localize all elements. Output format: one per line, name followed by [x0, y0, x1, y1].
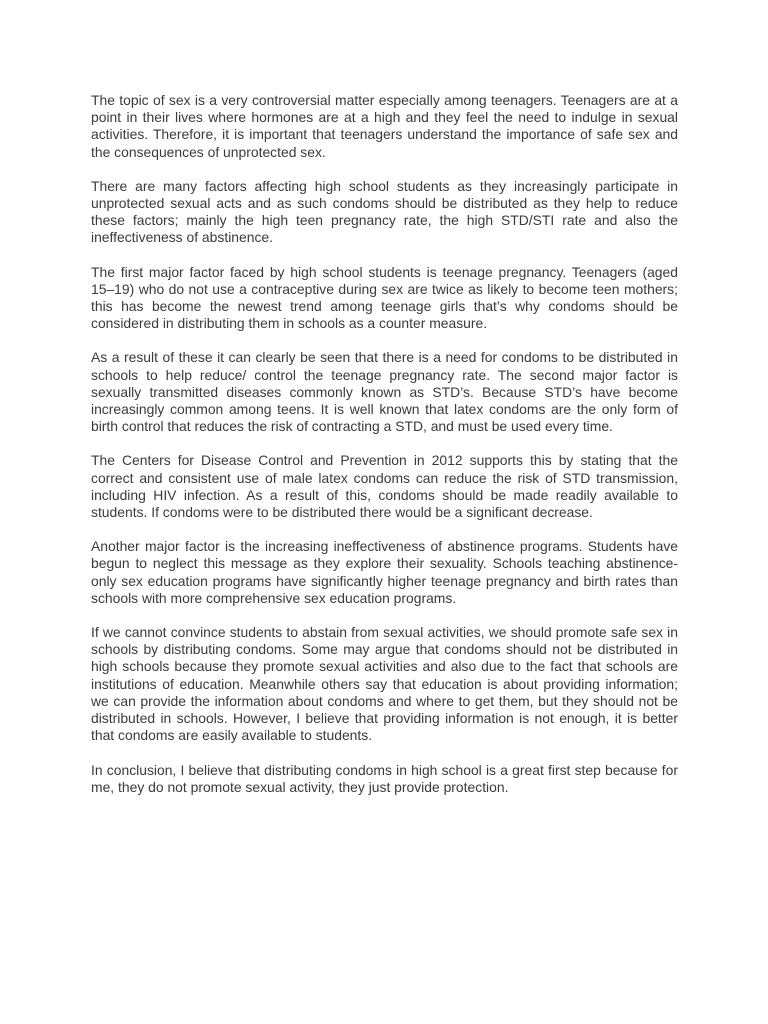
paragraph-2: There are many factors affecting high school students as they increasingly participate in unprotected sexual acts and as such condoms should be distributed as they help to reduce these factors; mainly the high teen pregnancy rate, the high STD/STI rate and also the ineffectiveness of abstinence. [91, 177, 678, 246]
paragraph-3: The first major factor faced by high school students is teenage pregnancy. Teenagers (aged 15–19) who do not use a contraceptive during sex are twice as likely to become teen mothers; this has become the newest trend among teenage girls that’s why condoms should be considered in distributing them in schools as a counter measure. [91, 263, 678, 332]
paragraph-8: In conclusion, I believe that distributing condoms in high school is a great first step because for me, they do not promote sexual activity, they just provide protection. [91, 761, 678, 795]
document-body [91, 92, 678, 796]
paragraph-1: The topic of sex is a very controversial matter especially among teenagers. Teenagers are at a point in their lives where hormones are at a high and they feel the need to indulge in sexual activities. Therefore, it is important that teenagers understand the importance of safe sex and the consequences of unprotected sex. [91, 92, 678, 160]
paragraph-6: Another major factor is the increasing ineffectiveness of abstinence programs. Students have begun to neglect this message as they explore their sexuality. Schools teaching abstinence-only sex education programs have significantly higher teenage pregnancy and birth rates than schools with more comprehensive sex education programs. [91, 538, 678, 606]
paragraph-7: If we cannot convince students to abstain from sexual activities, we should promote safe sex in schools by distributing condoms. Some may argue that condoms should not be distributed in high schools because they promote sexual activities and also due to the fact that schools are institutions of education. Meanwhile others say that education is about providing information; we can provide the information about condoms and where to get them, but they should not be distributed in schools. However, I believe that providing information is not enough, it is better that condoms are easily available to students. [91, 624, 678, 744]
paragraph-4: As a result of these it can clearly be seen that there is a need for condoms to be distributed in schools to help reduce/ control the teenage pregnancy rate. The second major factor is sexually transmitted diseases commonly known as STD’s. Because STD’s have become increasingly common among teens. It is well known that latex condoms are the only form of birth control that reduces the risk of contracting a STD, and must be used every time. [91, 349, 678, 435]
paragraph-5: The Centers for Disease Control and Prevention in 2012 supports this by stating that the correct and consistent use of male latex condoms can reduce the risk of STD transmission, including HIV infection. As a result of this, condoms should be made readily available to students. If condoms were to be distributed there would be a significant decrease. [91, 452, 678, 521]
